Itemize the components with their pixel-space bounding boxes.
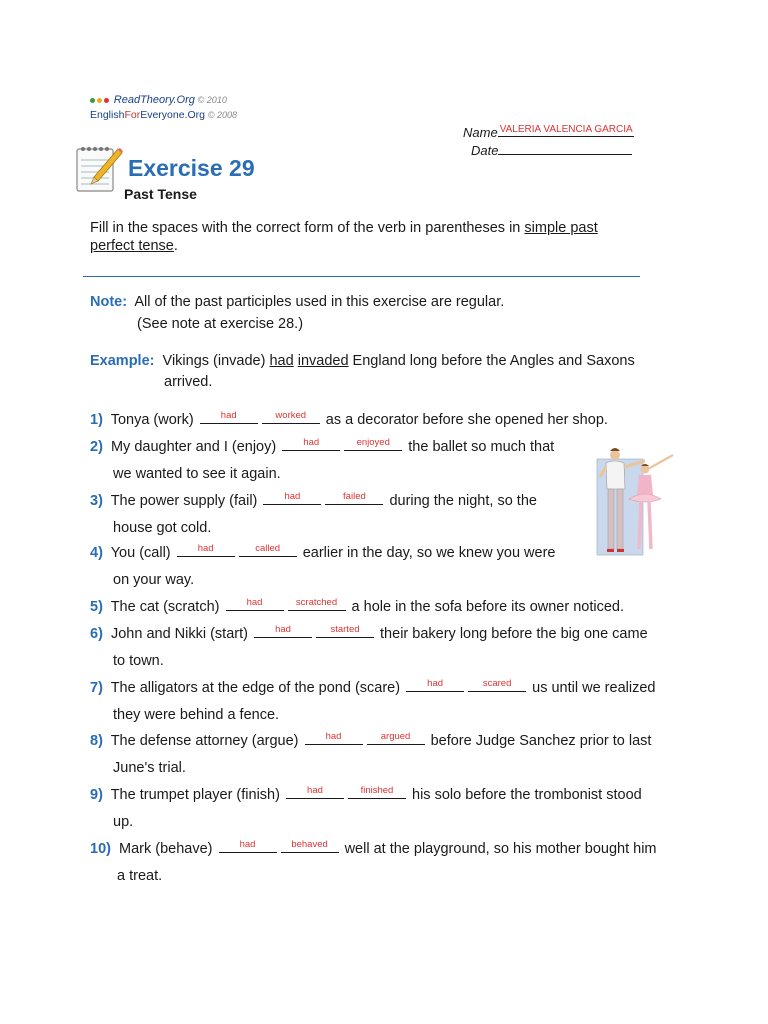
logo-dots-icon bbox=[90, 95, 111, 106]
answer-participle: enjoyed bbox=[356, 437, 390, 448]
answer-participle: called bbox=[255, 543, 281, 554]
item-number: 10) bbox=[90, 841, 111, 857]
answer-had: had bbox=[284, 491, 301, 502]
answer-blank-participle[interactable] bbox=[288, 596, 346, 611]
item-rest: well at the playground, so his mother bought him bbox=[344, 841, 657, 857]
answer-blank-participle[interactable] bbox=[367, 730, 425, 745]
item-number: 3) bbox=[90, 493, 103, 509]
exercise-item bbox=[90, 407, 608, 434]
item-number: 6) bbox=[90, 626, 103, 642]
answer-had: had bbox=[427, 678, 444, 689]
item-rest: before Judge Sanchez prior to last bbox=[430, 733, 652, 749]
answer-blank-participle[interactable] bbox=[344, 436, 402, 451]
item-number: 2) bbox=[90, 439, 103, 455]
exercise-item bbox=[90, 540, 556, 567]
name-label: Name bbox=[463, 125, 498, 140]
answer-blank-participle[interactable] bbox=[316, 623, 374, 638]
exercise-item bbox=[90, 434, 554, 461]
readtheory-copyright: © 2010 bbox=[197, 95, 227, 105]
exercise-item-continuation: June's trial. bbox=[113, 760, 186, 776]
answer-had: had bbox=[246, 597, 263, 608]
item-prompt: The defense attorney (argue) bbox=[110, 733, 299, 749]
answer-blank-had[interactable] bbox=[177, 542, 235, 557]
note-line2: (See note at exercise 28.) bbox=[137, 316, 304, 332]
answer-blank-had[interactable] bbox=[406, 677, 464, 692]
name-value: VALERIA VALENCIA GARCIA bbox=[499, 124, 633, 135]
exercise-item bbox=[90, 594, 624, 621]
exercise-item bbox=[90, 675, 655, 702]
page-title: Exercise 29 bbox=[128, 155, 255, 181]
item-rest: the ballet so much that bbox=[408, 439, 555, 455]
item-rest: us until we realized bbox=[532, 680, 656, 696]
answer-blank-had[interactable] bbox=[282, 436, 340, 451]
answer-had: had bbox=[220, 410, 237, 421]
answer-participle: behaved bbox=[291, 839, 328, 850]
exercise-item bbox=[90, 488, 537, 515]
answer-had: had bbox=[239, 839, 256, 850]
efe-copyright: © 2008 bbox=[207, 110, 238, 120]
answer-blank-participle[interactable] bbox=[262, 409, 320, 424]
item-prompt: You (call) bbox=[110, 545, 171, 561]
item-rest: a hole in the sofa before its owner noticed. bbox=[351, 599, 624, 615]
note-line1: All of the past participles used in this exercise are regular. bbox=[134, 294, 505, 310]
example: Example: Vikings (invade) had invaded England long before the Angles and Saxons bbox=[90, 353, 635, 369]
item-number: 8) bbox=[90, 733, 103, 749]
name-field bbox=[463, 123, 634, 142]
item-prompt: John and Nikki (start) bbox=[110, 626, 248, 642]
answer-blank-participle[interactable] bbox=[348, 784, 406, 799]
answer-blank-had[interactable] bbox=[305, 730, 363, 745]
answer-blank-had[interactable] bbox=[286, 784, 344, 799]
example-line2: arrived. bbox=[164, 374, 213, 390]
example-had: had bbox=[269, 353, 294, 369]
answer-had: had bbox=[275, 624, 291, 635]
answer-blank-participle[interactable] bbox=[468, 677, 526, 692]
item-rest: their bakery long before the big one came bbox=[380, 626, 648, 642]
exercise-item-continuation: a treat. bbox=[117, 868, 163, 884]
item-rest: earlier in the day, so we knew you were bbox=[302, 545, 556, 561]
answer-blank-had[interactable] bbox=[254, 623, 312, 638]
note-label: Note: bbox=[90, 294, 128, 310]
item-number: 1) bbox=[90, 412, 103, 428]
answer-blank-had[interactable] bbox=[263, 490, 321, 505]
item-rest: during the night, so the bbox=[389, 493, 537, 509]
answer-blank-had[interactable] bbox=[226, 596, 284, 611]
item-number: 4) bbox=[90, 545, 103, 561]
exercise-item-continuation: to town. bbox=[113, 653, 164, 669]
item-prompt: Tonya (work) bbox=[110, 412, 194, 428]
exercise-item bbox=[90, 728, 651, 755]
answer-blank-had[interactable] bbox=[219, 838, 277, 853]
englishforeveryone-logo: EnglishForEveryone.Org © 2008 bbox=[90, 109, 238, 121]
item-number: 5) bbox=[90, 599, 103, 615]
answer-participle: started bbox=[330, 624, 360, 635]
answer-participle: scratched bbox=[295, 597, 338, 608]
item-prompt: The trumpet player (finish) bbox=[110, 787, 280, 803]
answer-had: had bbox=[307, 785, 323, 796]
exercise-item bbox=[90, 782, 642, 809]
page-subtitle: Past Tense bbox=[124, 186, 197, 202]
answer-participle: failed bbox=[343, 491, 366, 502]
answer-participle: argued bbox=[380, 731, 411, 742]
date-label: Date bbox=[471, 143, 499, 158]
item-prompt: The alligators at the edge of the pond (scare) bbox=[110, 680, 401, 696]
answer-blank-participle[interactable] bbox=[281, 838, 339, 853]
exercise-item-continuation: they were behind a fence. bbox=[113, 707, 280, 723]
answer-had: had bbox=[325, 731, 342, 742]
date-field bbox=[471, 141, 632, 160]
item-prompt: My daughter and I (enjoy) bbox=[110, 439, 277, 455]
exercise-item-continuation: on your way. bbox=[113, 572, 195, 588]
example-label: Example: bbox=[90, 353, 155, 369]
answer-participle: worked bbox=[275, 410, 307, 421]
item-rest: as a decorator before she opened her shop. bbox=[325, 412, 608, 428]
exercise-item bbox=[90, 836, 657, 863]
exercise-item bbox=[90, 621, 648, 648]
divider bbox=[83, 276, 640, 277]
item-prompt: The cat (scratch) bbox=[110, 599, 220, 615]
item-prompt: The power supply (fail) bbox=[110, 493, 258, 509]
ballet-dancers-illustration bbox=[593, 443, 681, 563]
readtheory-name: ReadTheory.Org bbox=[113, 94, 195, 106]
exercise-item-continuation: up. bbox=[113, 814, 134, 830]
answer-participle: scared bbox=[482, 678, 512, 689]
answer-had: had bbox=[197, 543, 214, 554]
perfect-tense-link: perfect tense bbox=[90, 238, 174, 254]
notepad-pencil-icon bbox=[74, 143, 124, 195]
readtheory-logo bbox=[90, 94, 227, 106]
exercise-item-continuation: house got cold. bbox=[113, 520, 212, 536]
simple-past-link: simple past bbox=[524, 220, 598, 236]
item-number: 9) bbox=[90, 787, 103, 803]
example-verb: invaded bbox=[297, 353, 349, 369]
instructions: Fill in the spaces with the correct form of the verb in parentheses in simple past perfect tense. bbox=[90, 220, 598, 254]
item-rest: his solo before the trombonist stood bbox=[412, 787, 642, 803]
answer-blank-participle[interactable] bbox=[239, 542, 297, 557]
item-number: 7) bbox=[90, 680, 103, 696]
answer-blank-had[interactable] bbox=[200, 409, 258, 424]
answer-blank-participle[interactable] bbox=[325, 490, 383, 505]
answer-had: had bbox=[303, 437, 320, 448]
answer-participle: finished bbox=[360, 785, 394, 796]
item-prompt: Mark (behave) bbox=[119, 841, 213, 857]
exercise-item-continuation: we wanted to see it again. bbox=[113, 466, 281, 482]
